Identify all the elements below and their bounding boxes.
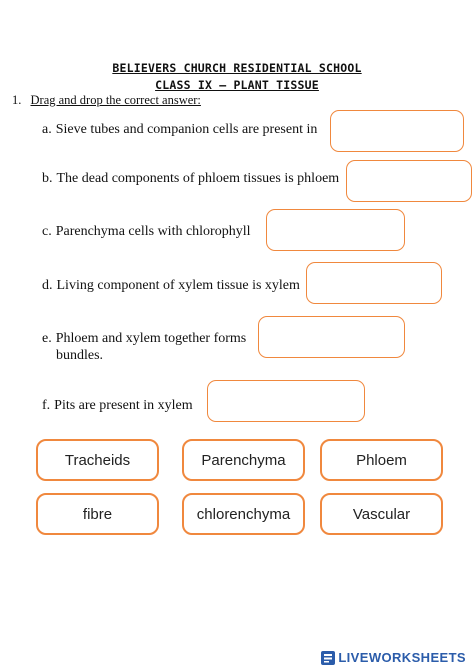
instruction-number: 1.	[12, 93, 22, 107]
drop-zone-d[interactable]	[306, 262, 442, 304]
option-chlorenchyma[interactable]: chlorenchyma	[182, 493, 305, 535]
question-text: The dead components of phloem tissues is phloem	[56, 171, 340, 186]
question-text-line2: bundles.	[56, 348, 104, 363]
drop-zone-b[interactable]	[346, 160, 472, 202]
question-text: Sieve tubes and companion cells are present in	[55, 122, 318, 137]
class-topic-title: CLASS IX – PLANT TISSUE	[155, 78, 319, 92]
question-letter: b.	[42, 171, 53, 186]
question-c	[42, 223, 251, 240]
question-text: Parenchyma cells with chlorophyll	[55, 224, 251, 239]
question-text: Living component of xylem tissue is xylem	[56, 278, 300, 293]
option-parenchyma[interactable]: Parenchyma	[182, 439, 305, 481]
question-text: Phloem and xylem together forms	[55, 331, 247, 346]
instruction	[12, 93, 201, 108]
question-e	[42, 330, 246, 364]
liveworksheets-brand: LIVEWORKSHEETS	[338, 650, 466, 665]
school-title: BELIEVERS CHURCH RESIDENTIAL SCHOOL	[112, 61, 362, 75]
drop-zone-f[interactable]	[207, 380, 365, 422]
question-letter: e.	[42, 331, 52, 346]
question-letter: a.	[42, 122, 52, 137]
option-phloem[interactable]: Phloem	[320, 439, 443, 481]
question-d	[42, 277, 300, 294]
question-f	[42, 397, 193, 414]
liveworksheets-footer	[321, 650, 466, 665]
drop-zone-c[interactable]	[266, 209, 405, 251]
drop-zone-e[interactable]	[258, 316, 405, 358]
option-vascular[interactable]: Vascular	[320, 493, 443, 535]
option-fibre[interactable]: fibre	[36, 493, 159, 535]
question-letter: c.	[42, 224, 52, 239]
question-b	[42, 170, 339, 187]
drop-zone-a[interactable]	[330, 110, 464, 152]
question-text: Pits are present in xylem	[54, 398, 193, 413]
question-letter: f.	[42, 398, 51, 413]
instruction-text: Drag and drop the correct answer:	[30, 93, 201, 107]
option-tracheids[interactable]: Tracheids	[36, 439, 159, 481]
question-a	[42, 121, 317, 138]
question-letter: d.	[42, 278, 53, 293]
liveworksheets-logo-icon	[321, 651, 335, 665]
